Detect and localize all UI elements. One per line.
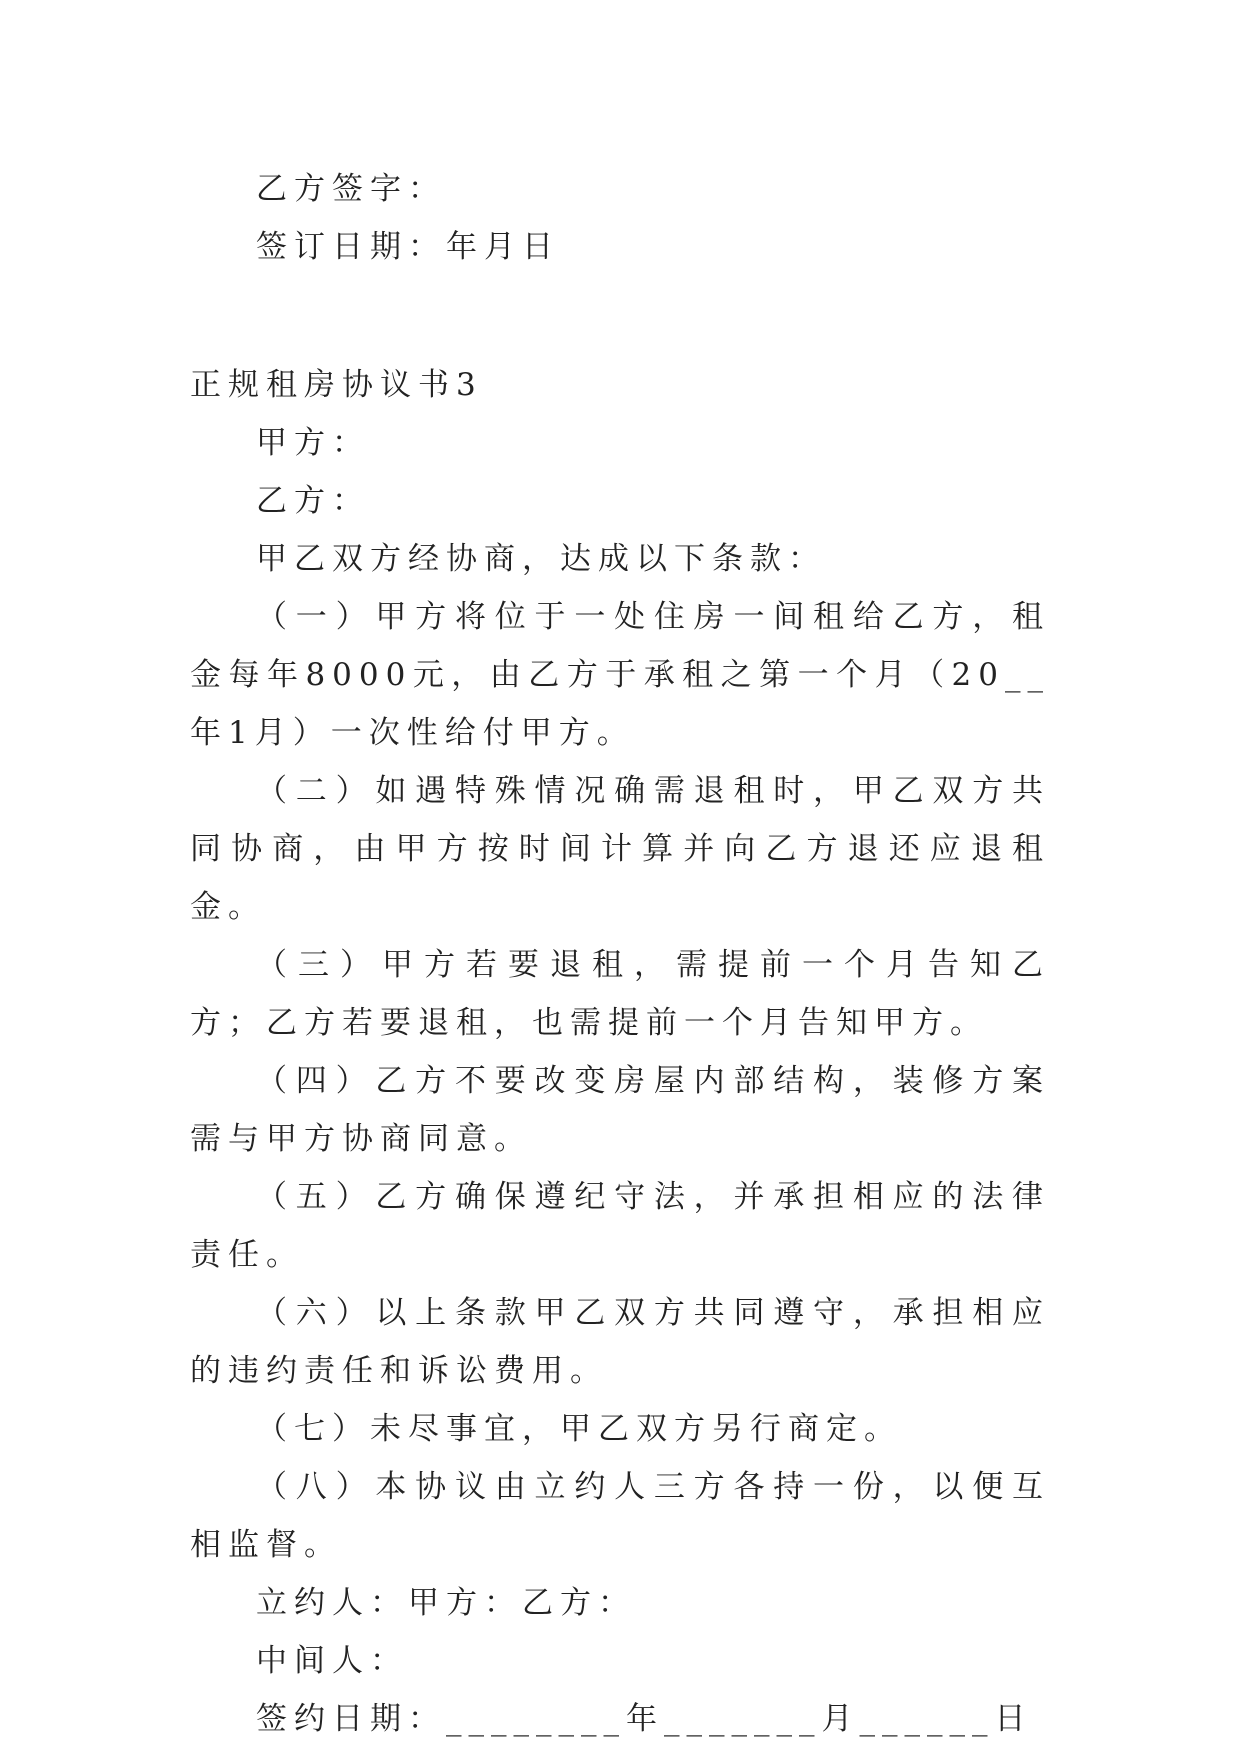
party-b-signature-line: 乙方签字： [256, 171, 446, 207]
sign-date-line: 签约日期：________年_______月______日 [256, 1701, 1033, 1737]
clause-2: （二）如遇特殊情况确需退租时，甲乙双方共同协商，由甲方按时间计算并向乙方退还应退租金。 [190, 773, 1050, 925]
party-a-line: 甲方： [256, 425, 370, 461]
clause-8: （八）本协议由立约人三方各持一份，以便互相监督。 [190, 1469, 1050, 1563]
intermediary-line: 中间人： [256, 1643, 408, 1679]
document-body [190, 160, 1050, 1748]
clause-6: （六）以上条款甲乙双方共同遵守，承担相应的违约责任和诉讼费用。 [190, 1295, 1050, 1389]
intro-line: 甲乙双方经协商，达成以下条款： [256, 541, 826, 577]
clause-7: （七）未尽事宜，甲乙双方另行商定。 [256, 1411, 902, 1447]
signers-line: 立约人：甲方：乙方： [256, 1585, 636, 1621]
clause-1: （一）甲方将位于一处住房一间租给乙方，租金每年8000元，由乙方于承租之第一个月（20__年1月）一次性给付甲方。 [190, 599, 1050, 751]
section-gap [190, 276, 1050, 356]
clause-4: （四）乙方不要改变房屋内部结构，装修方案需与甲方协商同意。 [190, 1063, 1050, 1157]
signing-date-line: 签订日期：年月日 [256, 229, 560, 265]
clause-5: （五）乙方确保遵纪守法，并承担相应的法律责任。 [190, 1179, 1050, 1273]
clause-3: （三）甲方若要退租，需提前一个月告知乙方；乙方若要退租，也需提前一个月告知甲方。 [190, 947, 1050, 1041]
party-b-line: 乙方： [256, 483, 370, 519]
document-title: 正规租房协议书3 [190, 367, 483, 403]
